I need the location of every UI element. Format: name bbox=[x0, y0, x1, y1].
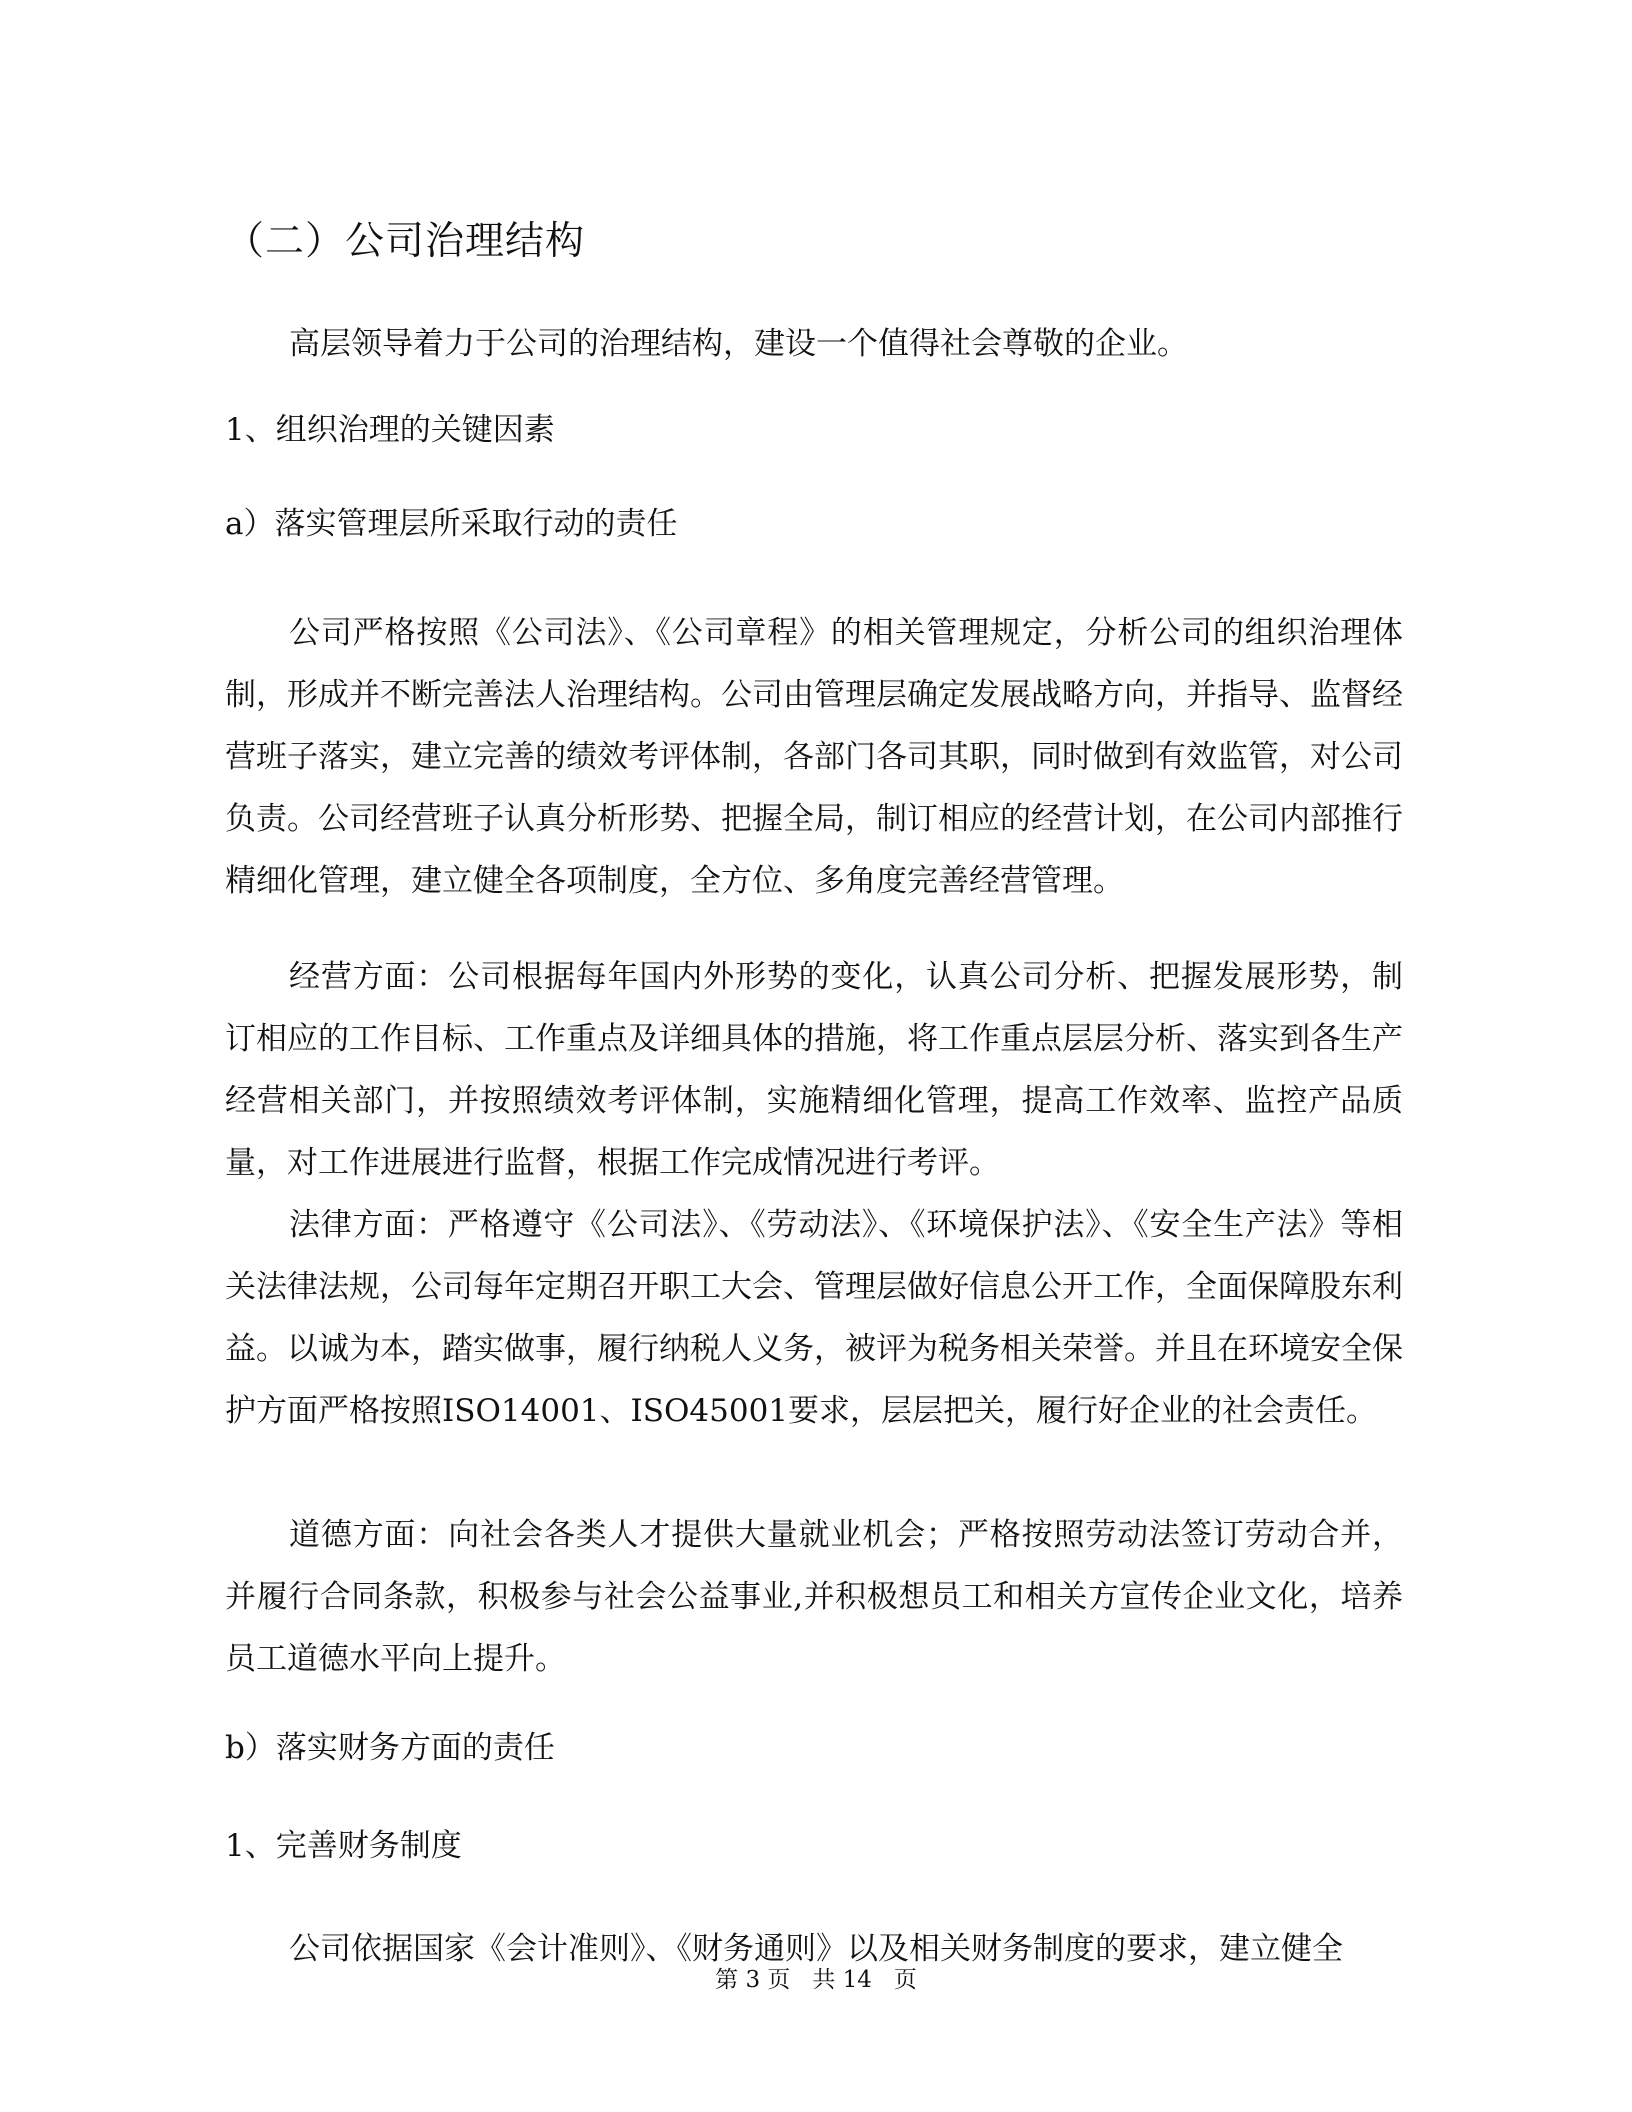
subsection-b-title: b）落实财务方面的责任 bbox=[225, 1730, 555, 1766]
paragraph-operation: 经营方面：公司根据每年国内外形势的变化，认真公司分析、把握发展形势，制订相应的工作目标、工作重点及详细具体的措施，将工作重点层层分析、落实到各生产经营相关部门，并按照绩效考评体制，实施精细化管理，提高工作效率、监控产品质量，对工作进展进行监督，根据工作完成情况进行考评。 bbox=[225, 959, 1403, 1181]
paragraph-finance: 公司依据国家《会计准则》、《财务通则》以及相关财务制度的要求，建立健全 bbox=[289, 1931, 1343, 1967]
paragraph-legal: 法律方面：严格遵守《公司法》、《劳动法》、《环境保护法》、《安全生产法》等相关法律法规，公司每年定期召开职工大会、管理层做好信息公开工作，全面保障股东利益。以诚为本，踏实做事，履行纳税人义务，被评为税务相关荣誉。并且在环境安全保护方面严格按照ISO14001、ISO45001要求，层层把关，履行好企业的社会责任。 bbox=[225, 1207, 1403, 1429]
page-footer: 第 3 页 共 14 页 bbox=[715, 1967, 917, 1993]
section-1-title: 1、组织治理的关键因素 bbox=[225, 412, 555, 448]
paragraph-governance: 公司严格按照《公司法》、《公司章程》的相关管理规定，分析公司的组织治理体制，形成并不断完善法人治理结构。公司由管理层确定发展战略方向，并指导、监督经营班子落实，建立完善的绩效考评体制，各部门各司其职，同时做到有效监管，对公司负责。公司经营班子认真分析形势、把握全局，制订相应的经营计划，在公司内部推行精细化管理，建立健全各项制度，全方位、多角度完善经营管理。 bbox=[225, 615, 1403, 899]
section-heading: （二）公司治理结构 bbox=[225, 219, 586, 264]
paragraph-moral: 道德方面：向社会各类人才提供大量就业机会；严格按照劳动法签订劳动合并，并履行合同条款，积极参与社会公益事业,并积极想员工和相关方宣传企业文化，培养员工道德水平向上提升。 bbox=[225, 1517, 1403, 1677]
intro-paragraph: 高层领导着力于公司的治理结构，建设一个值得社会尊敬的企业。 bbox=[289, 326, 1188, 362]
subsection-a-title: a）落实管理层所采取行动的责任 bbox=[225, 506, 678, 542]
section-b1-title: 1、完善财务制度 bbox=[225, 1828, 462, 1864]
